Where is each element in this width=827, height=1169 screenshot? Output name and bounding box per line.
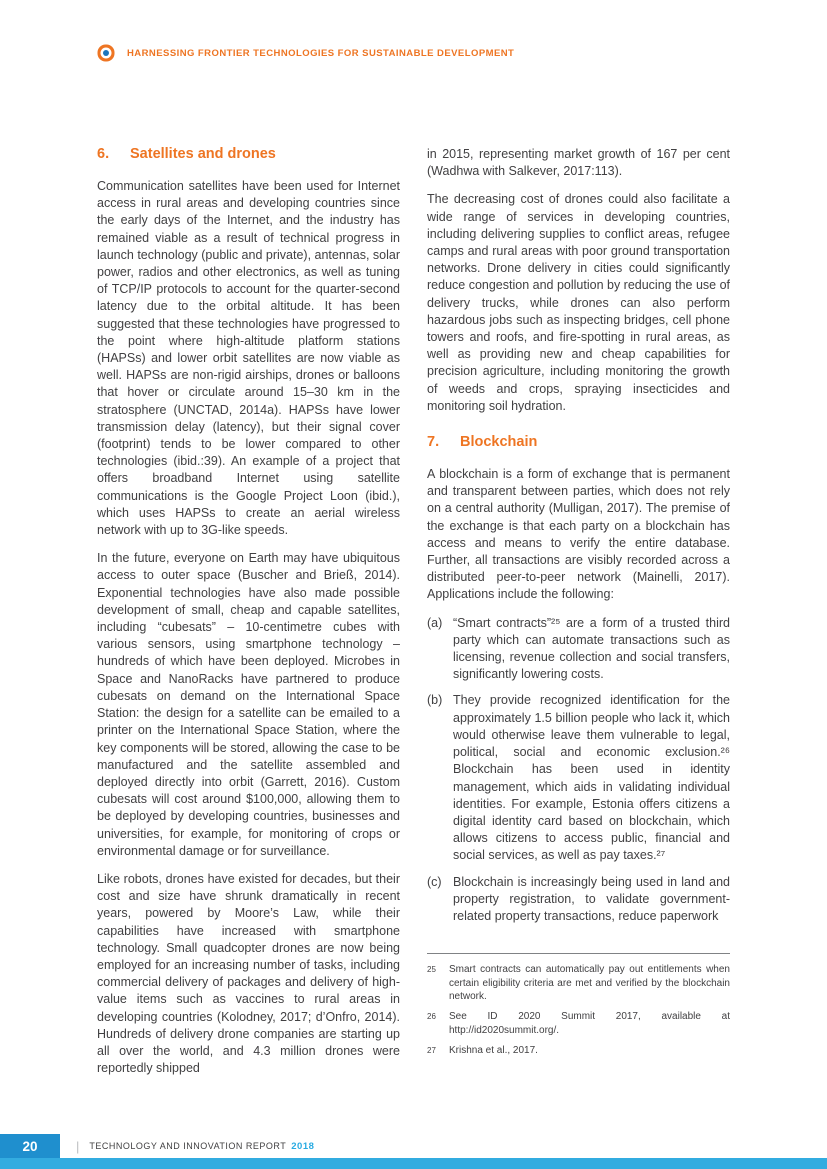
list-text-b: They provide recognized identification for the approximately 1.5 billion people who lack it, which would otherwise leave them vulnerable to legal, political, social and economic exclusion.²⁶ Blockchain has been used in identity management, which aids in validating individual identities. For example, Estonia offers citizens a digital identity card based on blockchain, which allows citizens to access public, financial and social services, as well as pay taxes.²⁷ [453,693,730,863]
paragraph-satellites-3: Like robots, drones have existed for decades, but their cost and size have shrunk dramatically in recent years, powered by Moore’s Law, while their capabilities have increased with smartphone technology. Small quadcopter drones are now being employed for an increasing number of tasks, including commercial delivery of packages and delivery of high-value items such as vaccines to rural areas in developing countries (Kolodney, 2017; d’Onfro, 2014). Hundreds of delivery drone companies are starting up all over the world, and 4.3 million drones were reportedly shipped [97,871,400,1076]
section-7-heading [427,434,730,451]
paragraph-satellites-1: Communication satellites have been used for Internet access in rural areas and developing countries since the early days of the Internet, and the industry has remained viable as a result of technical progress in launch technology (public and private), antennas, solar power, radios and other electronics, as well as tuning of TCP/IP protocols to account for the quarter-second latency due to the orbital altitude. It has been suggested that these technologies have progressed to the point where high-altitude platform stations (HAPSs) and lower orbit satellites are now viable as well. HAPSs are non-rigid airships, drones or balloons that hover or circulate around 15–30 km in the stratosphere (UNCTAD, 2014a). HAPSs have lower transmission delay (latency), but their signal cover (footprint) tends to be lower compared to other technologies (ibid.:39). An example of a project that offers broadband Internet using satellite communications is the Google Project Loon (ibid.), which uses HAPSs to create an aerial wireless network with up to 3G-like speeds. [97,179,400,538]
footnote-27-text: Krishna et al., 2017. [449,1045,538,1057]
footnote-26-number: 26 [427,1012,436,1022]
paragraph-blockchain-intro: A blockchain is a form of exchange that is permanent and transparent between parties, which does not rely on a central authority (Mulligan, 2017). The premise of the exchange is that each party on a blockchain has access and means to verify the entire database. Further, all transactions are visibly recorded across a distributed peer-to-peer network (Mainelli, 2017). Applications include the following: [427,467,730,602]
page-number: 20 [22,1138,38,1154]
section-6-heading [97,146,400,163]
section-6-title: Satellites and drones [130,146,276,162]
unctad-circle-logo-icon [103,50,109,56]
footnotes-block [427,953,730,1057]
page-header [97,44,514,62]
list-text-a: “Smart contracts”²⁵ are a form of a trusted third party which can automate transactions such as licensing, revenue collection and social transfers, significantly lowering costs. [453,615,730,682]
paragraph-drones-continued-2: The decreasing cost of drones could also facilitate a wide range of services in developing countries, including delivering supplies to conflict areas, refugee camps and rural areas with poor ground transportation networks. Drone delivery in cities could significantly reduce congestion and pollution by reducing the use of delivery trucks, while drones can also perform hazardous jobs such as inspecting bridges, cell phone towers and roofs, and fire-spotting in rural areas, as well as providing new and cheap capabilities for precision agriculture, including monitoring the growth of weeds and crops, spraying insecticides and monitoring soil hydration. [427,192,730,413]
running-header-title: HARNESSING FRONTIER TECHNOLOGIES FOR SUSTAINABLE DEVELOPMENT [127,47,515,59]
list-text-c: Blockchain is increasingly being used in land and property registration, to validate government-related property transactions, reduce paperwork [453,874,730,923]
paragraph-satellites-2: In the future, everyone on Earth may have ubiquitous access to outer space (Buscher and Brieß, 2014). Exponential technologies have also made possible development of small, cheap and capable satellites, including “cubesats” – 10-centimetre cubes with various sensors, using smartphone technology – hundreds of which have been deployed. Microbes in Space and NanoRacks have partnered to produce cubesats on demand on the International Space Station: the design for a satellite can be emailed to a printer on the International Space Station, where the key components will be stored, allowing the case to be manufactured and the satellite assembled and deployed directly into orbit (Garrett, 2016). Custom cubesats will cost around $100,000, allowing them to be deployed by developing countries, businesses and universities, for example, for monitoring of crops or environmental damage or for surveillance. [97,551,400,858]
footnote-separator-rule [427,953,730,954]
footnote-26-text: See ID 2020 Summit 2017, available at http://id2020summit.org/. [449,1011,730,1036]
paragraph-drones-continued-1: in 2015, representing market growth of 167 per cent (Wadhwa with Salkever, 2017:113). [427,147,730,179]
list-item-b [427,692,730,864]
bottom-accent-bar [0,1158,827,1169]
section-7-title: Blockchain [460,434,538,451]
list-item-a [427,615,730,684]
list-item-c [427,874,730,926]
list-marker-a: (a) [427,615,443,630]
footer-report-year: 2018 [291,1140,315,1152]
footnote-25-number: 25 [427,965,436,975]
section-7-number: 7. [427,434,440,451]
two-column-layout [97,146,730,1088]
list-marker-c: (c) [427,874,442,889]
section-6-number: 6. [97,146,110,162]
footnote-27-number: 27 [427,1046,436,1056]
left-column [97,146,400,1088]
footnote-25-text: Smart contracts can automatically pay out entitlements when certain eligibility criteria are met and verified by the blockchain network. [449,964,730,1002]
page-footer [0,1134,314,1158]
page-number-badge [0,1134,60,1158]
footer-report-title: TECHNOLOGY AND INNOVATION REPORT [89,1141,287,1151]
footnote-27 [427,1044,730,1057]
footer-separator: | [76,1138,80,1154]
right-column [427,146,730,1088]
footnote-25 [427,963,730,1003]
footnote-26 [427,1010,730,1037]
list-marker-b: (b) [427,693,443,708]
